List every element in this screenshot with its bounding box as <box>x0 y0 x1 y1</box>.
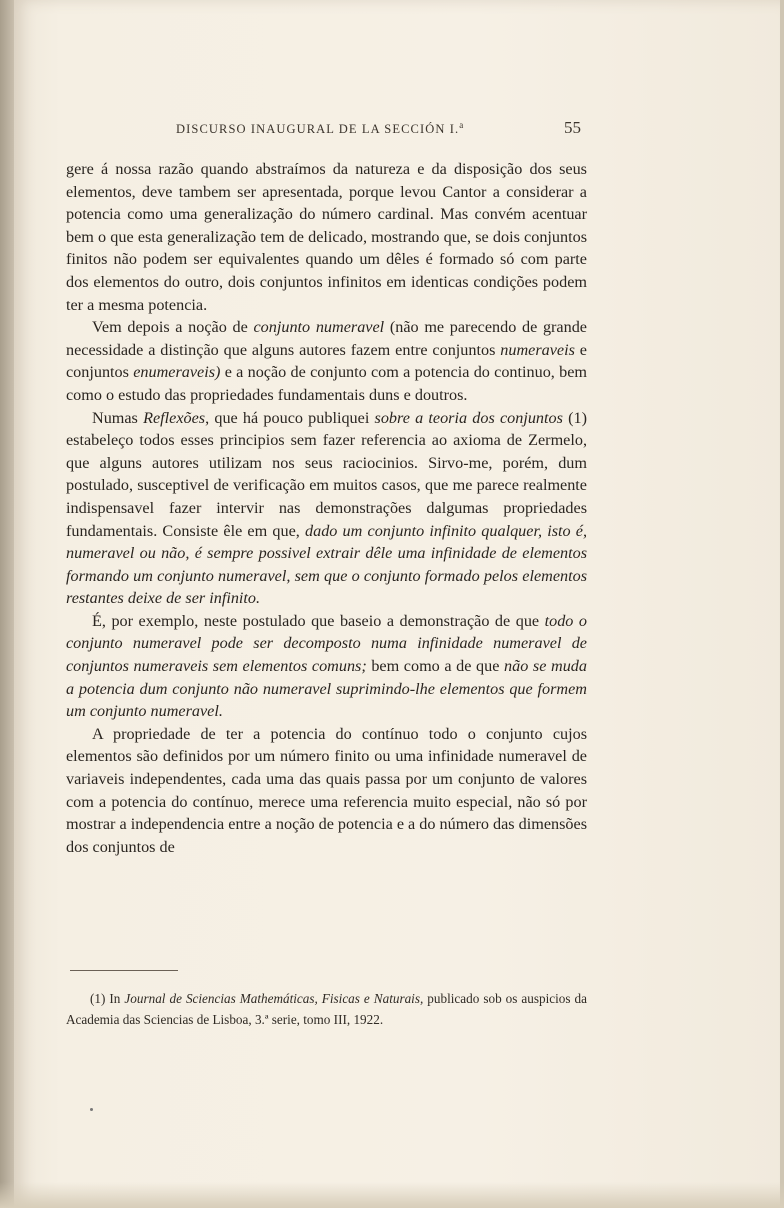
text-segment: bem como a de que <box>366 657 505 676</box>
paragraph-1 <box>66 158 587 316</box>
paragraph-2 <box>66 316 587 406</box>
footnote <box>66 988 587 1030</box>
page-bottom-shadow <box>0 1182 784 1208</box>
paper-speck <box>90 1108 93 1111</box>
italic-term: numeraveis <box>500 340 575 359</box>
text-segment: Numas <box>92 408 144 427</box>
text-segment: A propriedade de ter a potencia do contínuo todo o conjunto cujos elementos são definidos por um número finito ou uma infinidade numeravel de variaveis independentes, cada uma das quais passa por um conjunto de valores com a potencia do contínuo, merece uma referencia muito especial, não só por mostrar a independencia entre a noção de potencia e a do número das dimensões dos conjuntos de <box>66 724 587 856</box>
italic-term: conjunto numeravel <box>253 318 385 337</box>
paragraph-5 <box>66 723 587 859</box>
paragraph-4 <box>66 610 587 723</box>
running-title: DISCURSO INAUGURAL DE LA SECCIÓN I. <box>176 122 460 137</box>
italic-term: enumeraveis) <box>133 363 221 382</box>
italic-journal-title: Journal de Sciencias Mathemáticas, Fisicas e Naturais, <box>124 991 424 1006</box>
italic-theorem: não se muda a potencia dum conjunto não numeravel suprimindo-lhe elementos que formem um conjunto numeravel. <box>66 657 587 721</box>
italic-theorem: todo o conjunto numeravel pode ser decomposto numa infinidade numeravel de conjuntos numeraveis sem elementos comuns; <box>66 611 587 676</box>
running-title-superscript: a <box>459 120 465 130</box>
page-right-edge <box>780 0 784 1208</box>
text-segment: gere á nossa razão quando abstraímos da natureza e da disposição dos seus elementos, deve tambem ser apresentada, porque levou Cantor a considerar a potencia como uma generalização do número cardinal. Mas convém acentuar bem o que esta generalização tem de delicado, mostrando que, se dois conjuntos finitos não podem ser equivalentes quando um dêles é formado só com parte dos elementos do outro, dois conjuntos infinitos em identicas condições podem ter a mesma potencia. <box>66 160 587 314</box>
italic-title: Reflexões <box>143 408 206 427</box>
text-segment: , que há pouco publiquei <box>205 408 375 427</box>
page-number: 55 <box>564 118 581 137</box>
footnote-rule <box>70 970 178 971</box>
paragraph-3 <box>66 407 587 610</box>
body-text <box>66 158 587 858</box>
italic-postulate: dado um conjunto infinito qualquer, isto é, numeravel ou não, é sempre possivel extrair dêle uma infinidade de elementos formando um conjunto numeravel, sem que o conjunto formado pelos elementos restantes deixe de ser infinito. <box>66 521 587 608</box>
text-segment: (não me parecendo de grande necessidade a distinção que alguns autores fazem entre conjuntos <box>66 318 587 359</box>
italic-title: sobre a teoria dos conjuntos <box>374 408 563 427</box>
text-segment: e a noção de conjunto com a potencia do continuo, bem como o estudo das propriedades fundamentais duns e doutros. <box>66 363 587 404</box>
running-header <box>176 120 596 144</box>
text-segment: (1) In <box>90 991 125 1006</box>
text-segment: e conjuntos <box>66 340 587 382</box>
text-segment: É, por exemplo, neste postulado que baseio a demonstração de que <box>92 611 545 630</box>
text-segment: publicado sob os auspicios da Academia das Sciencias de Lisboa, 3.ª serie, tomo III, 1922. <box>66 991 587 1027</box>
text-segment: Vem depois a noção de <box>92 318 254 337</box>
footnote-text <box>66 988 587 1030</box>
text-segment: (1) estabeleço todos esses principios sem fazer referencia ao axioma de Zermelo, que alguns autores utilizam nos seus raciocinios. Sirvo-me, porém, dum postulado, susceptivel de verificação em muitos casos, que me parece realmente indispensavel fazer intervir nas demonstrações dalgumas propriedades fundamentais. Consiste êle em que, <box>66 408 588 540</box>
book-binding-edge <box>0 0 14 1208</box>
